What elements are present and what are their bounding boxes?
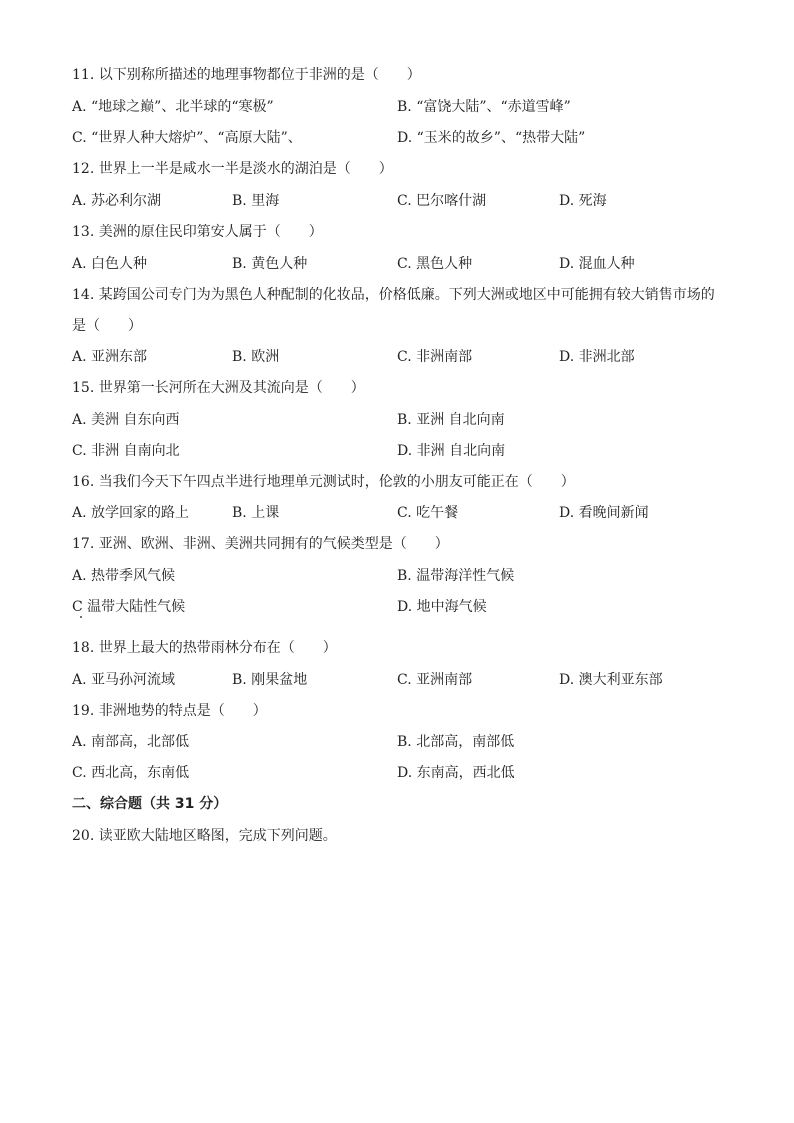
option-11-c[interactable]: C. “世界人种大熔炉”、“高原大陆”、 — [72, 130, 302, 146]
question-stem-13: 13. 美洲的原住民印第安人属于（ ） — [72, 224, 323, 240]
option-12-c[interactable]: C. 巴尔喀什湖 — [397, 193, 487, 209]
option-18-d[interactable]: D. 澳大利亚东部 — [559, 672, 663, 688]
option-17-c[interactable]: C 温带大陆性气候 — [72, 599, 186, 615]
option-14-d[interactable]: D. 非洲北部 — [559, 349, 635, 365]
option-16-d[interactable]: D. 看晚间新闻 — [559, 505, 649, 521]
option-row — [72, 409, 742, 431]
option-row — [72, 346, 742, 368]
option-row — [72, 762, 742, 784]
option-19-c[interactable]: C. 西北高，东南低 — [72, 765, 190, 781]
option-15-a[interactable]: A. 美洲 自东向西 — [72, 412, 180, 428]
question-stem-11: 11. 以下别称所描述的地理事物都位于非洲的是（ ） — [72, 67, 421, 83]
option-18-b[interactable]: B. 刚果盆地 — [232, 672, 308, 688]
option-row — [72, 127, 742, 149]
option-11-d[interactable]: D. “玉米的故乡”、“热带大陆” — [397, 130, 586, 146]
option-12-d[interactable]: D. 死海 — [559, 193, 607, 209]
option-row — [72, 669, 742, 691]
question-stem-18: 18. 世界上最大的热带雨林分布在（ ） — [72, 640, 337, 656]
option-row — [72, 596, 742, 618]
question-stem-14-continued: 是（ ） — [72, 318, 142, 334]
option-11-b[interactable]: B. “富饶大陆”、“赤道雪峰” — [397, 99, 571, 115]
option-row — [72, 440, 742, 462]
option-14-c[interactable]: C. 非洲南部 — [397, 349, 473, 365]
option-row — [72, 502, 742, 524]
question-stem-12: 12. 世界上一半是咸水一半是淡水的湖泊是（ ） — [72, 161, 393, 177]
option-13-a[interactable]: A. 白色人种 — [72, 256, 148, 272]
question-stem-17: 17. 亚洲、欧洲、非洲、美洲共同拥有的气候类型是（ ） — [72, 536, 449, 552]
question-stem-15: 15. 世界第一长河所在大洲及其流向是（ ） — [72, 380, 365, 396]
option-12-b[interactable]: B. 里海 — [232, 193, 280, 209]
option-row — [72, 731, 742, 753]
question-stem-19: 19. 非洲地势的特点是（ ） — [72, 703, 267, 719]
option-13-d[interactable]: D. 混血人种 — [559, 256, 635, 272]
section-heading: 二、综合题（共 31 分） — [72, 796, 228, 812]
option-14-a[interactable]: A. 亚洲东部 — [72, 349, 148, 365]
option-19-b[interactable]: B. 北部高，南部低 — [397, 734, 515, 750]
option-11-a[interactable]: A. “地球之巅”、北半球的“寒极” — [72, 99, 274, 115]
option-17-d[interactable]: D. 地中海气候 — [397, 599, 487, 615]
option-row — [72, 190, 742, 212]
option-13-b[interactable]: B. 黄色人种 — [232, 256, 308, 272]
option-18-c[interactable]: C. 亚洲南部 — [397, 672, 473, 688]
option-15-d[interactable]: D. 非洲 自北向南 — [397, 443, 506, 459]
option-16-a[interactable]: A. 放学回家的路上 — [72, 505, 190, 521]
question-stem-14: 14. 某跨国公司专门为为黑色人种配制的化妆品，价格低廉。下列大洲或地区中可能拥有较大销售市场的 — [72, 287, 715, 303]
option-17-a[interactable]: A. 热带季风气候 — [72, 568, 176, 584]
option-13-c[interactable]: C. 黑色人种 — [397, 256, 473, 272]
option-17-b[interactable]: B. 温带海洋性气候 — [397, 568, 515, 584]
option-18-a[interactable]: A. 亚马孙河流域 — [72, 672, 176, 688]
option-19-a[interactable]: A. 南部高，北部低 — [72, 734, 190, 750]
question-stem-20: 20. 读亚欧大陆地区略图，完成下列问题。 — [72, 828, 337, 844]
option-16-c[interactable]: C. 吃午餐 — [397, 505, 459, 521]
option-row — [72, 565, 742, 587]
option-19-d[interactable]: D. 东南高，西北低 — [397, 765, 515, 781]
option-15-b[interactable]: B. 亚洲 自北向南 — [397, 412, 505, 428]
option-12-a[interactable]: A. 苏必利尔湖 — [72, 193, 162, 209]
option-row — [72, 96, 742, 118]
option-15-c[interactable]: C. 非洲 自南向北 — [72, 443, 180, 459]
option-14-b[interactable]: B. 欧洲 — [232, 349, 280, 365]
stray-dot — [80, 616, 82, 618]
option-16-b[interactable]: B. 上课 — [232, 505, 280, 521]
option-row — [72, 253, 742, 275]
question-stem-16: 16. 当我们今天下午四点半进行地理单元测试时，伦敦的小朋友可能正在（ ） — [72, 474, 575, 490]
